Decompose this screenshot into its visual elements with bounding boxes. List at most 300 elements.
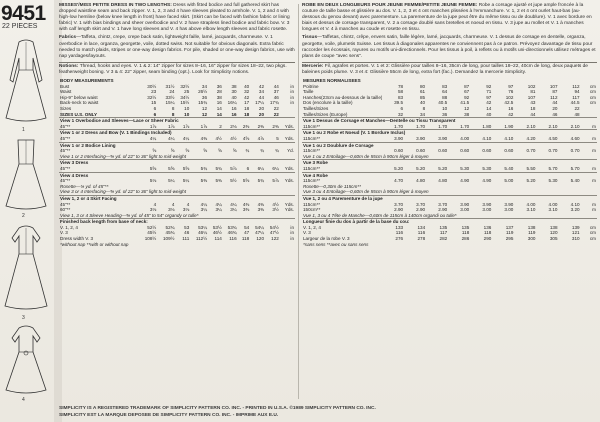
- table-cell: 3.00: [460, 207, 470, 213]
- table-cell: 4.90: [460, 178, 470, 184]
- table-cell: 2.10: [548, 123, 558, 129]
- french-mercerie: Mercerie: Fil, agrafes et portes. V. 1 et 2: Glissière pour tailles 8–16, 35cm de long, pour tailles 18–22, 40cm de long, deux paquets de baleines poids plume. V. 3 et 4: Glissière 55cm de long, extra fort (fac.). Demandez la mercerie Simplicity.: [302, 63, 588, 75]
- table-cell: in: [290, 89, 294, 95]
- table-cell: ⅝: [217, 148, 222, 154]
- table-cell: 2.90: [394, 207, 404, 213]
- table-cell: m: [592, 135, 596, 141]
- table-cell: 4.20: [526, 135, 536, 141]
- table-cell: 33½: [165, 94, 175, 100]
- table-cell: 3.20: [570, 207, 580, 213]
- table-cell: 6¼: [257, 165, 265, 171]
- table-cell: 5¾: [257, 178, 265, 184]
- table-cell: 4¼: [215, 201, 222, 207]
- table-cell: 4½: [230, 135, 237, 141]
- table-cell: 53: [184, 224, 190, 230]
- table-cell: m: [592, 178, 596, 184]
- table-cell: 53¼: [198, 224, 208, 230]
- table-cell: 0.60: [460, 148, 470, 154]
- table-cell: 10: [184, 111, 190, 117]
- table-cell: m: [592, 207, 596, 213]
- table-cell: 76: [508, 89, 514, 95]
- table-cell: m: [592, 148, 596, 154]
- row-label: V. 3: [303, 230, 311, 236]
- table-cell: Yds.: [284, 178, 294, 184]
- table-cell: 58: [397, 89, 404, 95]
- table-cell: 5⅝: [149, 165, 157, 171]
- table-cell: 121: [571, 230, 580, 236]
- table-cell: 14: [216, 111, 222, 117]
- table-cell: 134: [417, 224, 426, 230]
- table-cell: ⅝: [170, 148, 175, 154]
- table-cell: 5⅝: [168, 165, 175, 171]
- table-cell: 4: [171, 201, 175, 207]
- table-cell: 97: [508, 83, 514, 89]
- table-cell: 111: [182, 236, 190, 242]
- table-cell: 138: [549, 224, 558, 230]
- table-cell: 12: [201, 106, 208, 111]
- row-label: Vue 4 Robe: [302, 172, 597, 178]
- table-cell: 16¼: [227, 100, 237, 106]
- table-cell: 5⅜: [200, 178, 208, 184]
- row-label: Taille: [303, 89, 314, 95]
- table-cell: 25: [184, 89, 190, 95]
- row-label: Vue 1 ou 2 Doublure de Corsage: [302, 142, 597, 148]
- table-cell: cm: [589, 236, 596, 242]
- english-fabrics: Fabrics—Taffeta, chintz, crepe, crepe back satin, lightweight faille, lamé, jacquards, charmeuse. V. 1 overbodice in lace, organza, georgette, voile, dotted swiss. Not suitable for obvious diagonals. Extra fabric needed to match plaids, stripes or one-way design fabrics. For pile, shaded or one-way design fabrics, use with nap yardages/layouts.: [59, 35, 295, 59]
- table-cell: 4¼: [149, 135, 157, 141]
- table-cell: 34½: [180, 94, 190, 100]
- table-cell: 80: [420, 83, 426, 89]
- row-label: Sizes: [60, 106, 72, 111]
- table-cell: 117: [572, 94, 580, 100]
- table-cell: 102: [527, 83, 536, 89]
- table-cell: 3.90: [394, 135, 404, 141]
- row-label: 115cm**: [303, 123, 321, 129]
- table-cell: in: [290, 230, 294, 236]
- table-cell: 17¼: [255, 100, 265, 106]
- table-cell: 44.5: [570, 100, 580, 106]
- table-cell: 122: [271, 236, 279, 242]
- table-cell: 4.50: [548, 135, 558, 141]
- table-cell: 42: [244, 94, 250, 100]
- table-cell: 15: [151, 100, 157, 106]
- table-cell: Yds.: [284, 135, 294, 141]
- table-cell: 112: [550, 94, 558, 100]
- table-cell: 14: [216, 106, 222, 111]
- table-cell: 0.70: [570, 148, 580, 154]
- table-cell: 3.90: [438, 135, 448, 141]
- table-cell: 5.30: [548, 178, 558, 184]
- row-label: 45"**: [60, 148, 71, 154]
- table-cell: 6: [400, 106, 404, 111]
- table-cell: 32½: [147, 94, 157, 100]
- table-cell: 4: [153, 201, 157, 207]
- table-cell: Yds.: [284, 165, 294, 171]
- pattern-number: 9451: [1, 2, 46, 25]
- table-cell: 3¼: [215, 207, 222, 213]
- table-cell: 4.10: [570, 201, 580, 207]
- table-cell: 22: [574, 106, 580, 111]
- table-cell: 0.60: [416, 148, 426, 154]
- table-cell: 5.50: [526, 165, 536, 171]
- row-label: 115cm**: [303, 165, 321, 171]
- row-label: Vue 1, 3 ou 4 Tête de Manche—0,60m de 115cm à 140cm organdi ou tulle*: [303, 212, 457, 218]
- table-cell: 119: [506, 230, 514, 236]
- footer-trademark-fr: SIMPLICITY EST LA MARQUE DEPOSEE DE SIMPLICITY PATTERN CO. INC. - IMPRIME AUX E.U.: [59, 413, 279, 418]
- table-cell: ¾: [274, 148, 279, 154]
- row-label: Tailles/Sizes: [303, 106, 329, 111]
- table-cell: 1⅞: [149, 123, 157, 129]
- table-cell: 3½: [272, 207, 279, 213]
- table-cell: 8: [171, 111, 175, 117]
- table-cell: 20: [258, 106, 265, 111]
- sketch-label-3: 3: [22, 315, 25, 321]
- row-label: Vue 1 Dessus de Corsage et Manches—Dentelle ou Tissu Transparent: [302, 118, 597, 124]
- table-cell: 3⅛: [182, 207, 190, 213]
- table-cell: cm: [589, 89, 596, 95]
- table-cell: 116: [417, 230, 426, 236]
- footer-trademark-en: SIMPLICITY IS A REGISTERED TRADEMARK OF SIMPLICITY PATTERN CO. INC. - PRINTED IN U.S.A. ©1989 SIMPLICITY PATTERN CO. INC.: [59, 406, 376, 411]
- table-cell: 38: [216, 94, 222, 100]
- table-cell: 46: [184, 230, 190, 236]
- table-cell: 44: [258, 94, 265, 100]
- table-cell: 4.00: [548, 201, 558, 207]
- table-cell: 24: [169, 89, 175, 95]
- sketch-label-4: 4: [22, 397, 25, 403]
- row-label: Vue 1 ou 2 Robe et Noeud (V. 1 Bordure Inclus): [302, 130, 597, 136]
- table-cell: 6: [153, 106, 157, 111]
- row-label: V. 1, 2, 4: [60, 224, 78, 230]
- table-cell: 15¾: [198, 100, 208, 106]
- table-cell: 4⅞: [257, 135, 265, 141]
- table-cell: 0.70: [548, 148, 558, 154]
- table-cell: 26½: [198, 89, 208, 95]
- table-cell: 48: [574, 111, 580, 117]
- french-yardage-table: [302, 78, 597, 247]
- table-cell: 116: [395, 230, 404, 236]
- table-cell: 28: [216, 89, 222, 95]
- row-label: Largeur de la robe V. 3: [303, 236, 350, 242]
- table-cell: 46: [273, 94, 279, 100]
- table-cell: 290: [483, 236, 492, 242]
- row-label: BODY MEASUREMENTS: [60, 78, 114, 84]
- table-cell: 71: [486, 89, 492, 95]
- table-cell: 67: [464, 89, 470, 95]
- row-label: 45"**: [60, 165, 71, 171]
- row-label: Poitrine: [303, 83, 319, 89]
- row-label: Hanches(23cm au-dessous de la taille): [303, 94, 382, 100]
- table-cell: 5.40: [504, 165, 514, 171]
- row-label: 60"**: [60, 207, 71, 213]
- table-cell: 135: [439, 224, 448, 230]
- table-cell: 2.10: [570, 123, 580, 129]
- table-cell: 54½: [269, 224, 279, 230]
- table-cell: 4¼: [168, 135, 175, 141]
- table-cell: 3⅜: [242, 207, 250, 213]
- table-cell: 305: [549, 236, 558, 242]
- english-description: MISSES'/MISS PETITE DRESS IN TWO LENGTHS: Dress with fitted bodice and full gathered skirt has dropped waistline seam and back zipper. V. 1, 2, 3 and 4 have sleeves pleated to armhole. V. 1, 2 and 4 with high-low hemline (below knee length in front) have faced skirt. (Skirt can be faced with fashion fabric or lining fabric) V. 1 with bias bindings and sheer overbodice and V. 2 have strapless lined bodice and fabric bow. V. 3 with calf length skirt and V. 1 have long sleeves and V. 4 has above elbow length sleeves and fabric rosette.: [59, 3, 290, 33]
- table-cell: 5⅜: [215, 178, 222, 184]
- table-cell: 16: [231, 106, 237, 111]
- table-cell: cm: [589, 94, 596, 100]
- table-cell: cm: [589, 224, 596, 230]
- table-cell: 3⅛: [149, 207, 157, 213]
- table-cell: in: [290, 94, 294, 100]
- table-cell: 43: [530, 100, 536, 106]
- row-label: 115cm**: [303, 178, 321, 184]
- table-cell: 4½: [215, 135, 222, 141]
- table-cell: 3.70: [394, 201, 404, 207]
- table-cell: 3⅜: [257, 207, 265, 213]
- table-cell: 8: [422, 106, 426, 111]
- table-cell: 34: [420, 111, 426, 117]
- table-cell: 30½: [147, 83, 157, 89]
- table-cell: 47¼: [255, 230, 265, 236]
- table-cell: 107: [549, 83, 558, 89]
- table-cell: 87: [552, 89, 558, 95]
- table-cell: 18: [530, 106, 536, 111]
- table-cell: 40: [244, 83, 250, 89]
- table-cell: 46¾: [227, 230, 237, 236]
- table-cell: 16: [508, 106, 514, 111]
- row-label: 115cm**: [303, 135, 321, 141]
- table-cell: 4: [186, 201, 190, 207]
- table-cell: 139: [571, 224, 580, 230]
- table-cell: 0.60: [482, 148, 492, 154]
- view-1-back-sketch: [2, 36, 50, 126]
- table-cell: 42: [258, 83, 265, 89]
- table-cell: 4.80: [416, 178, 426, 184]
- table-cell: 4¼: [200, 201, 208, 207]
- table-cell: 2⅜: [242, 123, 250, 129]
- table-cell: 109½: [162, 236, 175, 242]
- table-cell: 44: [552, 100, 558, 106]
- row-label: View 1 Overbodice and Sleeves—Lace or Sheer Fabric: [59, 118, 295, 124]
- sketch-label-2: 2: [22, 213, 25, 219]
- table-cell: 107: [527, 94, 536, 100]
- table-cell: 3.70: [416, 201, 426, 207]
- table-cell: 32: [397, 111, 404, 117]
- french-tissus: Tissus—Taffetas, chintz, crêpe, envers satin, faille légère, lamé, jacquards, charmeuse. V. 1 dessus de corsage en dentelle, organza, georgette, voile, plumetis Suisse. Les tissus à diagonales apparentes ne conviennent pas à ce patron. Prévoyez davantage de tissu pour raccorder les écossais, rayures ou motifs uni-directionnels. Pour les tissus à poil, à reflets ou à motifs uni-directionnels utilisez métrages et plans de coupe "avec sens".: [302, 35, 596, 59]
- table-cell: 6: [153, 111, 157, 117]
- row-label: Longueur finie du dos à partir de la base du cou:: [302, 219, 597, 225]
- table-cell: 5¾: [215, 165, 222, 171]
- table-cell: Yds.: [284, 123, 294, 129]
- row-label: Bust: [60, 83, 70, 89]
- table-cell: in: [290, 236, 294, 242]
- view-4-back-sketch: [2, 322, 50, 398]
- table-cell: 41.5: [460, 100, 470, 106]
- footer: [0, 404, 600, 422]
- table-cell: 1⅞: [168, 123, 175, 129]
- table-cell: 5⅞: [230, 165, 237, 171]
- table-cell: 36: [442, 111, 448, 117]
- piece-count: 22 PIECES: [2, 23, 38, 30]
- row-label: 45"**: [60, 123, 71, 129]
- table-cell: 0.60: [438, 148, 448, 154]
- table-cell: 4¼: [182, 135, 190, 141]
- table-cell: 136: [483, 224, 492, 230]
- table-cell: 5⅝: [182, 165, 190, 171]
- table-cell: 17¾: [269, 100, 279, 106]
- table-cell: 4½: [272, 201, 279, 207]
- table-cell: 120: [256, 236, 265, 242]
- table-cell: 3.00: [504, 207, 514, 213]
- french-divider: [302, 62, 597, 63]
- table-cell: 42: [486, 100, 492, 106]
- table-cell: 4.80: [438, 178, 448, 184]
- table-cell: 14: [486, 106, 492, 111]
- row-label: Rosette—0,30m de 115cm**: [303, 183, 361, 189]
- table-cell: 1.80: [482, 123, 492, 129]
- table-cell: 36: [201, 94, 208, 100]
- french-title: ROBE EN DEUX LONGUEURS POUR JEUNE FEMME/PETITE JEUNE FEMME:: [302, 3, 478, 8]
- table-cell: 3.00: [482, 207, 492, 213]
- table-cell: 37: [273, 89, 279, 95]
- table-cell: 5¾: [200, 165, 208, 171]
- table-cell: 3.10: [526, 207, 536, 213]
- table-cell: 46: [552, 111, 558, 117]
- row-label: SIZES U.S. ONLY: [60, 111, 98, 117]
- row-label: 150cm**: [303, 207, 321, 213]
- table-cell: 1.90: [504, 123, 514, 129]
- table-cell: 32½: [180, 83, 190, 89]
- row-label: View 1 or 2 Bodice Lining: [59, 142, 295, 148]
- view-2-back-sketch: [2, 134, 50, 214]
- table-cell: 3¼: [230, 207, 237, 213]
- row-label: View 3 or 4 Interfacing—⅝ yd. of 22" to 36" light to mid-weight: [60, 189, 186, 195]
- row-label: Waist: [60, 89, 72, 95]
- table-cell: in: [290, 100, 294, 106]
- table-cell: 5.40: [570, 178, 580, 184]
- table-cell: 3.90: [482, 201, 492, 207]
- table-cell: 119: [528, 230, 536, 236]
- table-cell: 54: [244, 224, 250, 230]
- row-label: *sans sens **avec ou sans sens: [303, 241, 369, 247]
- table-cell: 42: [508, 111, 514, 117]
- table-cell: 116: [229, 236, 237, 242]
- table-cell: 118: [461, 230, 470, 236]
- table-cell: 286: [461, 236, 470, 242]
- table-cell: 46½: [212, 230, 222, 236]
- table-cell: 45¾: [165, 230, 175, 236]
- table-cell: 102: [505, 94, 514, 100]
- french-column: [302, 3, 597, 247]
- table-cell: 1.70: [438, 123, 448, 129]
- table-cell: 85: [420, 94, 426, 100]
- table-cell: 20: [552, 106, 558, 111]
- table-cell: 5¼: [168, 178, 175, 184]
- table-cell: 5.20: [438, 165, 448, 171]
- english-yardage-table: [59, 78, 295, 247]
- table-cell: 4.90: [482, 178, 492, 184]
- row-label: 115cm**: [303, 201, 321, 207]
- row-label: V. 1, 2, 4: [303, 224, 321, 230]
- table-cell: 4.00: [460, 135, 470, 141]
- table-cell: 5.70: [548, 165, 558, 171]
- table-cell: Yds.: [284, 207, 294, 213]
- table-cell: 8: [171, 106, 175, 111]
- table-cell: 137: [505, 224, 514, 230]
- table-cell: 276: [395, 236, 404, 242]
- table-cell: 112: [572, 83, 580, 89]
- table-cell: ⅝: [152, 148, 157, 154]
- table-cell: 40.5: [438, 100, 448, 106]
- table-cell: 83: [397, 94, 404, 100]
- table-cell: 40: [420, 100, 426, 106]
- table-cell: 5.20: [416, 165, 426, 171]
- column-divider: [298, 4, 299, 399]
- table-cell: m: [592, 123, 596, 129]
- table-cell: 4¼: [230, 201, 237, 207]
- table-cell: 4.60: [570, 135, 580, 141]
- table-cell: 2.90: [438, 207, 448, 213]
- table-cell: 108½: [144, 236, 157, 242]
- row-label: V. 3: [60, 230, 68, 236]
- table-cell: 12: [464, 106, 470, 111]
- row-label: View 1, 2 or 4 Skirt Facing: [59, 195, 295, 201]
- view-3-back-sketch: [2, 222, 50, 312]
- row-label: Dress width V. 3: [60, 236, 94, 242]
- table-cell: m: [592, 201, 596, 207]
- row-label: *without nap **with or without nap: [60, 241, 129, 247]
- table-row: [302, 242, 597, 248]
- table-cell: 5⅛: [149, 178, 157, 184]
- table-cell: 5½: [230, 178, 237, 184]
- table-cell: 3.90: [416, 135, 426, 141]
- table-cell: 300: [527, 236, 536, 242]
- table-cell: 1⅞: [182, 123, 190, 129]
- table-cell: 4.10: [482, 135, 492, 141]
- table-cell: 5.00: [504, 178, 514, 184]
- english-notions: Notions: Thread, hooks and eyes. V. 1 & 2: 14" zipper for sizes 8–16, 16" zipper for sizes 18–22, two pkgs. featherweight boning. V 3 & 4: 22" zipper, seam binding (opt.). Look for Simplicity notions.: [59, 63, 287, 75]
- table-cell: 0.60: [504, 148, 514, 154]
- table-cell: 20: [258, 111, 265, 117]
- table-cell: 22: [273, 106, 279, 111]
- row-label: 45"**: [60, 178, 71, 184]
- table-cell: 47: [244, 230, 250, 236]
- table-cell: 4⅜: [242, 201, 250, 207]
- table-cell: 44: [273, 83, 279, 89]
- table-cell: 92: [464, 94, 470, 100]
- table-cell: 118: [241, 236, 250, 242]
- table-cell: Yd.: [287, 148, 294, 154]
- table-cell: 3.70: [438, 201, 448, 207]
- table-cell: 2⅛: [230, 123, 237, 129]
- table-cell: 81: [530, 89, 536, 95]
- table-cell: 87: [464, 83, 470, 89]
- table-cell: 38: [464, 111, 470, 117]
- table-cell: 5: [276, 135, 279, 141]
- table-cell: 282: [439, 236, 448, 242]
- table-cell: 0.60: [394, 148, 404, 154]
- table-cell: 39.5: [394, 100, 404, 106]
- table-cell: 97: [486, 94, 492, 100]
- table-cell: 46¼: [198, 230, 208, 236]
- table-cell: 4.00: [526, 201, 536, 207]
- table-cell: 6¼: [272, 165, 279, 171]
- table-cell: 44: [530, 111, 536, 117]
- english-column: [59, 3, 295, 247]
- table-cell: 278: [417, 236, 426, 242]
- table-cell: 5¼: [182, 178, 190, 184]
- table-cell: 310: [571, 236, 580, 242]
- row-label: Finished back length from base of neck:: [59, 219, 295, 225]
- table-cell: 30: [231, 89, 237, 95]
- row-label: View 4 Dress: [59, 172, 295, 178]
- table-cell: 5.30: [460, 165, 470, 171]
- table-cell: 15½: [180, 100, 190, 106]
